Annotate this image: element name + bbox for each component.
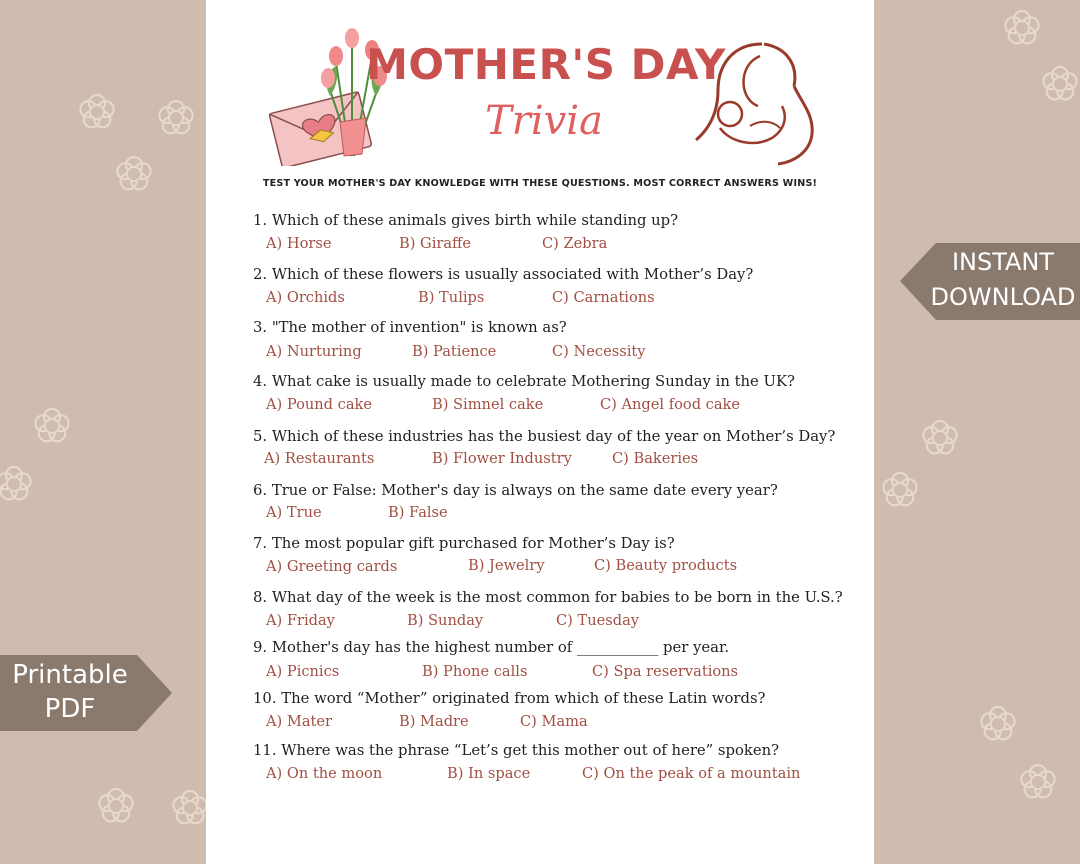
answer-option: C) Zebra [542, 235, 608, 252]
printable-pdf-label [0, 658, 140, 726]
answer-option: A) On the moon [266, 765, 383, 782]
answer-option: C) Beauty products [594, 557, 738, 574]
answer-option: B) Phone calls [422, 663, 528, 680]
answer-option: A) Picnics [266, 663, 340, 680]
instant-download-label [926, 245, 1080, 315]
answer-option: C) Bakeries [612, 450, 699, 467]
answer-option: C) Angel food cake [600, 396, 741, 413]
question-text: 2. Which of these flowers is usually associated with Mother’s Day? [253, 266, 754, 283]
answer-option: B) Giraffe [399, 235, 472, 252]
answer-option: B) Madre [399, 713, 469, 730]
answer-option: B) Sunday [407, 612, 484, 629]
download-label: DOWNLOAD [930, 283, 1076, 311]
instructions-text: TEST YOUR MOTHER'S DAY KNOWLEDGE WITH THESE QUESTIONS. MOST CORRECT ANSWERS WINS! [262, 178, 818, 189]
answer-option: A) Restaurants [264, 450, 375, 467]
flower-decoration [173, 791, 206, 823]
answer-option: A) Pound cake [266, 396, 373, 413]
flower-decoration [1005, 11, 1038, 43]
question-text: 11. Where was the phrase “Let’s get this mother out of here” spoken? [253, 742, 780, 759]
printable-label: Printable [12, 660, 128, 690]
flower-decoration [80, 95, 113, 127]
answer-option: B) Jewelry [468, 557, 545, 574]
answer-option: A) Mater [266, 713, 332, 730]
answer-option: B) In space [447, 765, 531, 782]
answer-option: C) Carnations [552, 289, 655, 306]
question-text: 4. What cake is usually made to celebrate Mothering Sunday in the UK? [253, 373, 795, 390]
answer-option: A) Greeting cards [266, 558, 398, 575]
question-text: 9. Mother's day has the highest number of ___________ per year. [253, 639, 730, 656]
flower-decoration [981, 707, 1014, 739]
flower-decoration [35, 409, 68, 441]
instant-label: INSTANT [951, 248, 1055, 276]
answer-option: B) False [388, 504, 448, 521]
answer-option: C) Necessity [552, 343, 646, 360]
question-text: 10. The word “Mother” originated from which of these Latin words? [253, 690, 766, 707]
answer-option: C) Mama [520, 713, 588, 730]
pdf-label: PDF [44, 694, 96, 724]
question-text: 7. The most popular gift purchased for Mother’s Day is? [253, 535, 675, 552]
flower-decoration [923, 421, 956, 453]
answer-option: B) Tulips [418, 289, 485, 306]
answer-option: A) Orchids [266, 289, 345, 306]
trivia-sheet [206, 0, 874, 864]
flower-decoration [1021, 765, 1054, 797]
answer-option: A) Friday [266, 612, 335, 629]
flower-decoration [883, 473, 916, 505]
flower-decoration [117, 157, 150, 189]
answer-option: C) Spa reservations [592, 663, 739, 680]
page-title-script: Trivia [485, 98, 603, 144]
question-text: 3. "The mother of invention" is known as? [253, 319, 567, 336]
answer-option: B) Patience [412, 343, 497, 360]
answer-option: A) Nurturing [266, 343, 362, 360]
page-title: MOTHER'S DAY [366, 40, 726, 89]
answer-option: B) Flower Industry [432, 450, 572, 467]
question-text: 1. Which of these animals gives birth while standing up? [253, 212, 679, 229]
answer-option: A) Horse [266, 235, 332, 252]
question-text: 6. True or False: Mother's day is always on the same date every year? [253, 482, 778, 499]
flower-decoration [99, 789, 132, 821]
answer-option: B) Simnel cake [432, 396, 544, 413]
answer-option: C) Tuesday [556, 612, 640, 629]
question-text: 8. What day of the week is the most common for babies to be born in the U.S.? [253, 589, 843, 606]
question-text: 5. Which of these industries has the busiest day of the year on Mother’s Day? [253, 428, 836, 445]
flower-decoration [159, 101, 192, 133]
answer-option: C) On the peak of a mountain [582, 765, 801, 782]
answer-option: A) True [266, 504, 322, 521]
flower-decoration [0, 467, 31, 499]
flower-decoration [1043, 67, 1076, 99]
